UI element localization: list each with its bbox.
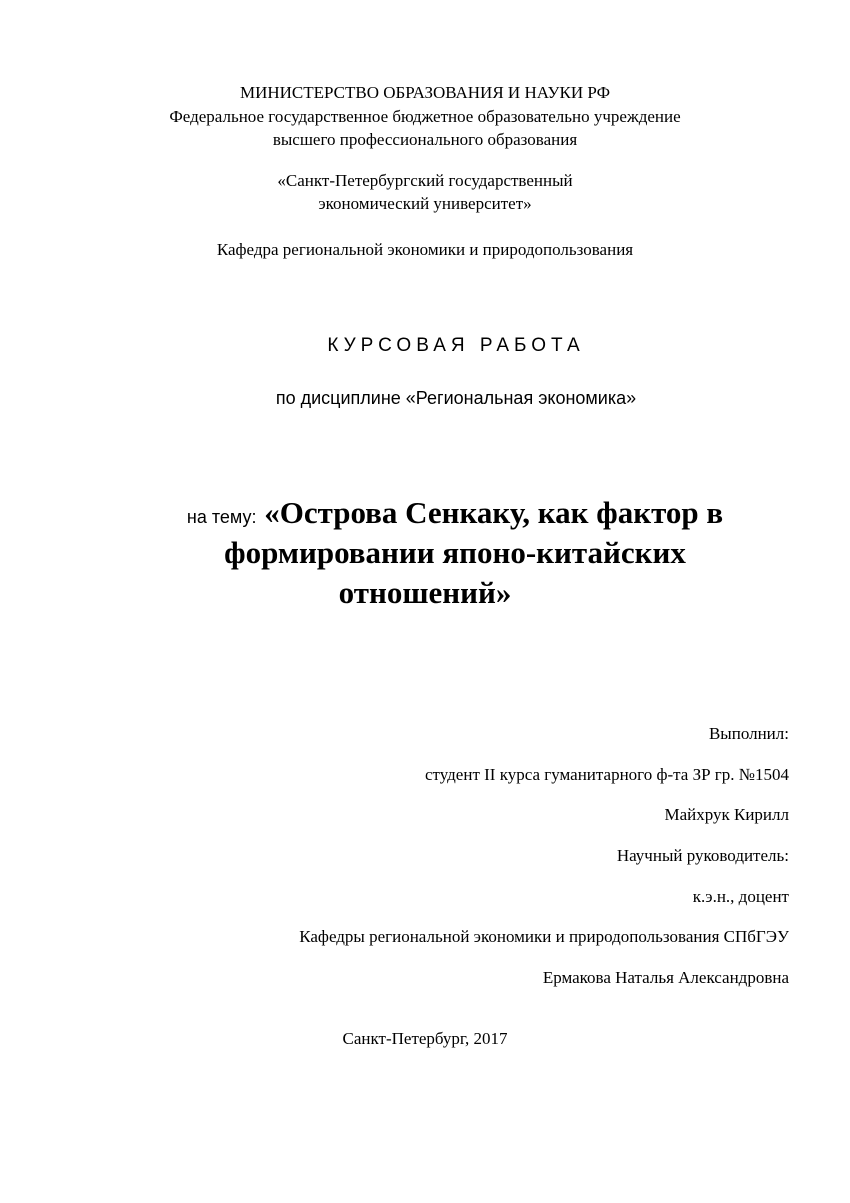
ministry-name: МИНИСТЕРСТВО ОБРАЗОВАНИЯ И НАУКИ РФ: [239, 83, 611, 102]
work-type: КУРСОВАЯ РАБОТА: [327, 335, 585, 356]
author-student-info: студент II курса гуманитарного ф-та ЗР гр. №1504: [424, 765, 789, 784]
topic-prefix: на тему:: [186, 507, 257, 527]
university-name-line-1: «Санкт-Петербургский государственный: [277, 171, 573, 190]
topic-line-2: формировании японо-китайских: [224, 535, 686, 570]
institution-type-line-1: Федеральное государственное бюджетное образовательно учреждение: [169, 107, 681, 126]
institution-type-line-2: высшего профессионального образования: [272, 130, 578, 149]
author-name: Майхрук Кирилл: [664, 805, 789, 824]
city-year: Санкт-Петербург, 2017: [342, 1029, 508, 1048]
topic-line-3: отношений»: [338, 575, 512, 610]
supervisor-degree: к.э.н., доцент: [692, 887, 789, 906]
discipline: по дисциплине «Региональная экономика»: [275, 388, 637, 408]
topic-line-1: [30, 493, 850, 537]
department-name: Кафедра региональной экономики и природопользования: [216, 240, 634, 259]
supervisor-label: Научный руководитель:: [616, 846, 789, 865]
supervisor-name: Ермакова Наталья Александровна: [542, 968, 789, 987]
university-name-line-2: экономический университет»: [318, 194, 532, 213]
topic-text-1: «Острова Сенкаку, как фактор в: [264, 495, 724, 530]
author-label: Выполнил:: [708, 724, 789, 743]
supervisor-department: Кафедры региональной экономики и природопользования СПбГЭУ: [299, 927, 789, 946]
